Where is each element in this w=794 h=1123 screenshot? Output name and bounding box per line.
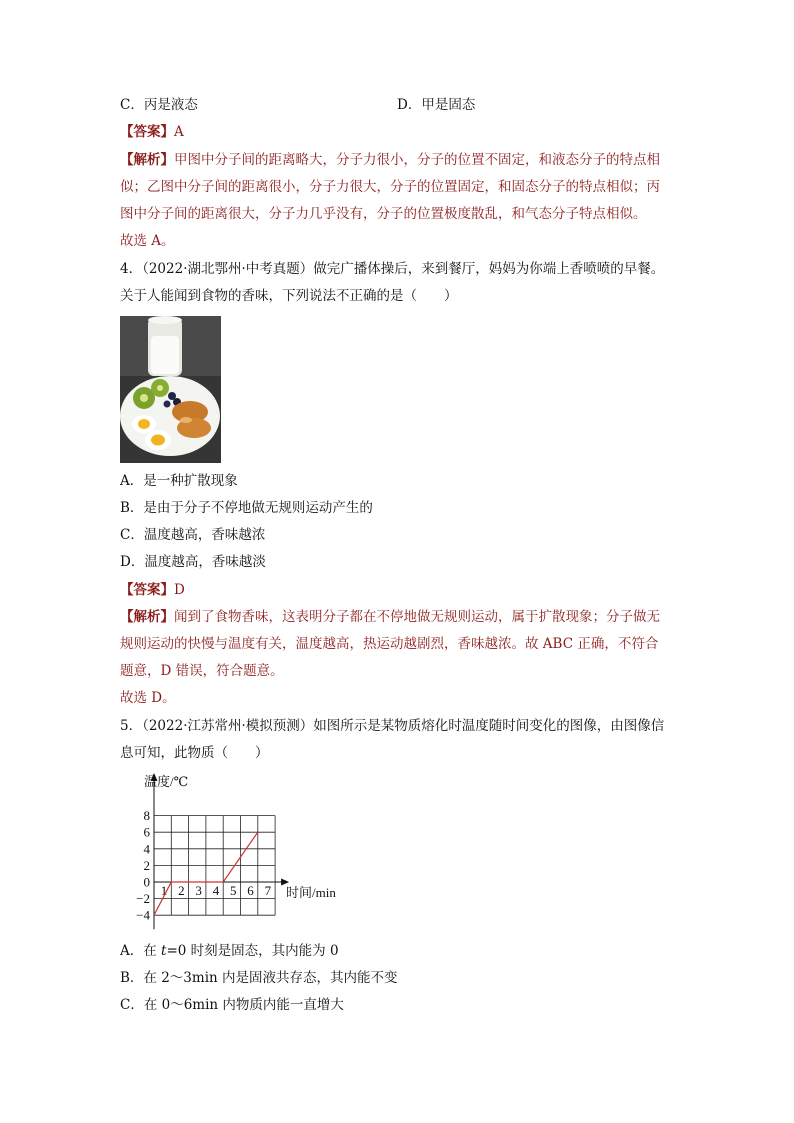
y-tick-label: 0 [143, 874, 150, 890]
option-a-suffix: =0 时刻是固态，其内能为 0 [166, 943, 339, 959]
y-tick-label: 8 [143, 808, 150, 824]
q4-answer [120, 580, 185, 600]
time-variable: t [161, 943, 167, 959]
q4-stem-line-2: 关于人能闻到食物的香味，下列说法不正确的是（ ） [120, 288, 458, 304]
q4-conclusion: 故选 D。 [120, 690, 176, 706]
q4-analysis-line-1 [120, 607, 660, 627]
x-tick-label: 5 [230, 883, 237, 898]
analysis-tag: 【解析】 [120, 152, 174, 168]
q5-option-c: C．在 0～6min 内物质内能一直增大 [120, 997, 344, 1013]
x-tick-label: 7 [264, 883, 272, 898]
q4-analysis-line-2: 规则运动的快慢与温度有关，温度越高，热运动越剧烈，香味越浓。故 ABC 正确，不符合 [120, 636, 659, 652]
q5-stem-line-2: 息可知，此物质（ ） [120, 745, 269, 761]
y-tick-label: 4 [143, 841, 150, 857]
q3-conclusion: 故选 A。 [120, 233, 175, 249]
analysis-tag: 【解析】 [120, 609, 174, 625]
y-tick-label: 2 [143, 857, 150, 873]
answer-tag: 【答案】 [120, 582, 174, 598]
answer-tag: 【答案】 [120, 124, 174, 140]
x-tick-label: 6 [247, 883, 254, 898]
q4-analysis-line-3: 题意，D 错误，符合题意。 [120, 663, 284, 679]
q4-option-a: A．是一种扩散现象 [120, 473, 238, 489]
x-tick-label: 2 [178, 883, 185, 898]
x-tick-label: 1 [160, 883, 168, 898]
breakfast-illustration [120, 316, 221, 463]
q3-option-c: C．丙是液态 [120, 97, 198, 113]
chart-grid [154, 816, 275, 916]
option-a-prefix: A．在 [120, 943, 162, 959]
q4-option-b: B．是由于分子不停地做无规则运动产生的 [120, 500, 373, 516]
answer-value: A [174, 124, 184, 140]
y-tick-label: 6 [143, 824, 150, 840]
breakfast-photo [120, 316, 221, 463]
q5-option-b: B．在 2～3min 内是固液共存态，其内能不变 [120, 970, 398, 986]
q3-answer [120, 122, 184, 142]
x-axis-label: 时间/min [286, 885, 336, 900]
q5-option-a [120, 941, 339, 961]
analysis-text: 闻到了食物香味，这表明分子都在不停地做无规则运动，属于扩散现象；分子做无 [174, 609, 660, 625]
q4-option-d: D．温度越高，香味越淡 [120, 554, 266, 570]
y-tick-label: −2 [136, 891, 150, 907]
y-tick-label: −4 [136, 907, 150, 923]
q5-stem-line-1: 5．（2022·江苏常州·模拟预测）如图所示是某物质熔化时温度随时间变化的图像，由图像信 [120, 718, 665, 734]
x-tick-label: 4 [212, 883, 220, 898]
y-axis-label: 温度/℃ [144, 774, 189, 789]
q3-analysis-line-3: 图中分子间的距离很大，分子力几乎没有，分子的位置极度散乱，和气态分子特点相似。 [120, 206, 647, 222]
q3-option-d: D．甲是固态 [397, 97, 476, 113]
analysis-text: 甲图中分子间的距离略大，分子力很小，分子的位置不固定，和液态分子的特点相 [174, 152, 660, 168]
q4-option-c: C．温度越高，香味越浓 [120, 527, 266, 543]
x-tick-label: 3 [195, 883, 202, 898]
q3-analysis-line-1 [120, 150, 660, 170]
q4-stem-line-1: 4．（2022·湖北鄂州·中考真题）做完广播体操后，来到餐厅，妈妈为你端上香喷喷的早餐。 [120, 261, 665, 277]
temperature-time-chart [118, 770, 358, 938]
answer-value: D [174, 582, 185, 598]
q3-analysis-line-2: 似；乙图中分子间的距离很小，分子力很大，分子的位置固定，和固态分子的特点相似；丙 [120, 179, 660, 195]
